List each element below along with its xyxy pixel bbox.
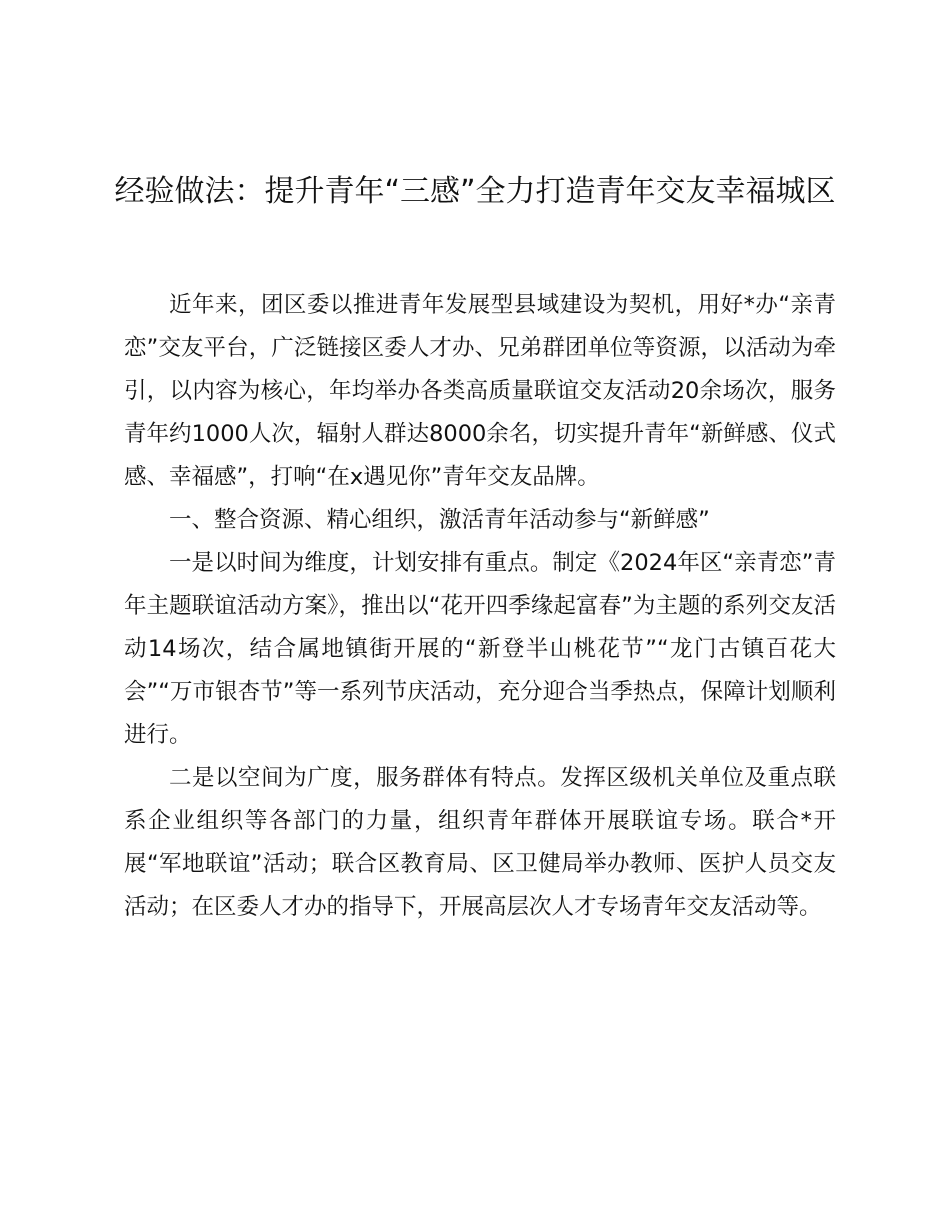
section-heading-1: 一、整合资源、精心组织，激活青年活动参与“新鲜感” — [169, 507, 710, 533]
paragraph-space-dimension: 二是以空间为广度，服务群体有特点。发挥区级机关单位及重点联系企业组织等各部门的力量，组织青年群体开展联谊专场。联合*开展“军地联谊”活动；联合区教育局、区卫健局举办教师、医护人员交友活动；在区委人才办的指导下，开展高层次人才专场青年交友活动等。 — [124, 765, 836, 920]
document-body — [124, 284, 836, 929]
document-title: 经验做法：提升青年“三感”全力打造青年交友幸福城区 — [114, 174, 836, 209]
paragraph-time-dimension: 一是以时间为维度，计划安排有重点。制定《2024年区“亲青恋”青年主题联谊活动方案》，推出以“花开四季缘起富春”为主题的系列交友活动14场次，结合属地镇街开展的“新登半山桃花节”“龙门古镇百花大会”“万市银杏节”等一系列节庆活动，充分迎合当季热点，保障计划顺利进行。 — [124, 550, 836, 748]
intro-paragraph: 近年来，团区委以推进青年发展型县域建设为契机，用好*办“亲青恋”交友平台，广泛链接区委人才办、兄弟群团单位等资源，以活动为牵引，以内容为核心，年均举办各类高质量联谊交友活动20余场次，服务青年约1000人次，辐射人群达8000余名，切实提升青年“新鲜感、仪式感、幸福感”，打响“在x遇见你”青年交友品牌。 — [124, 292, 836, 490]
